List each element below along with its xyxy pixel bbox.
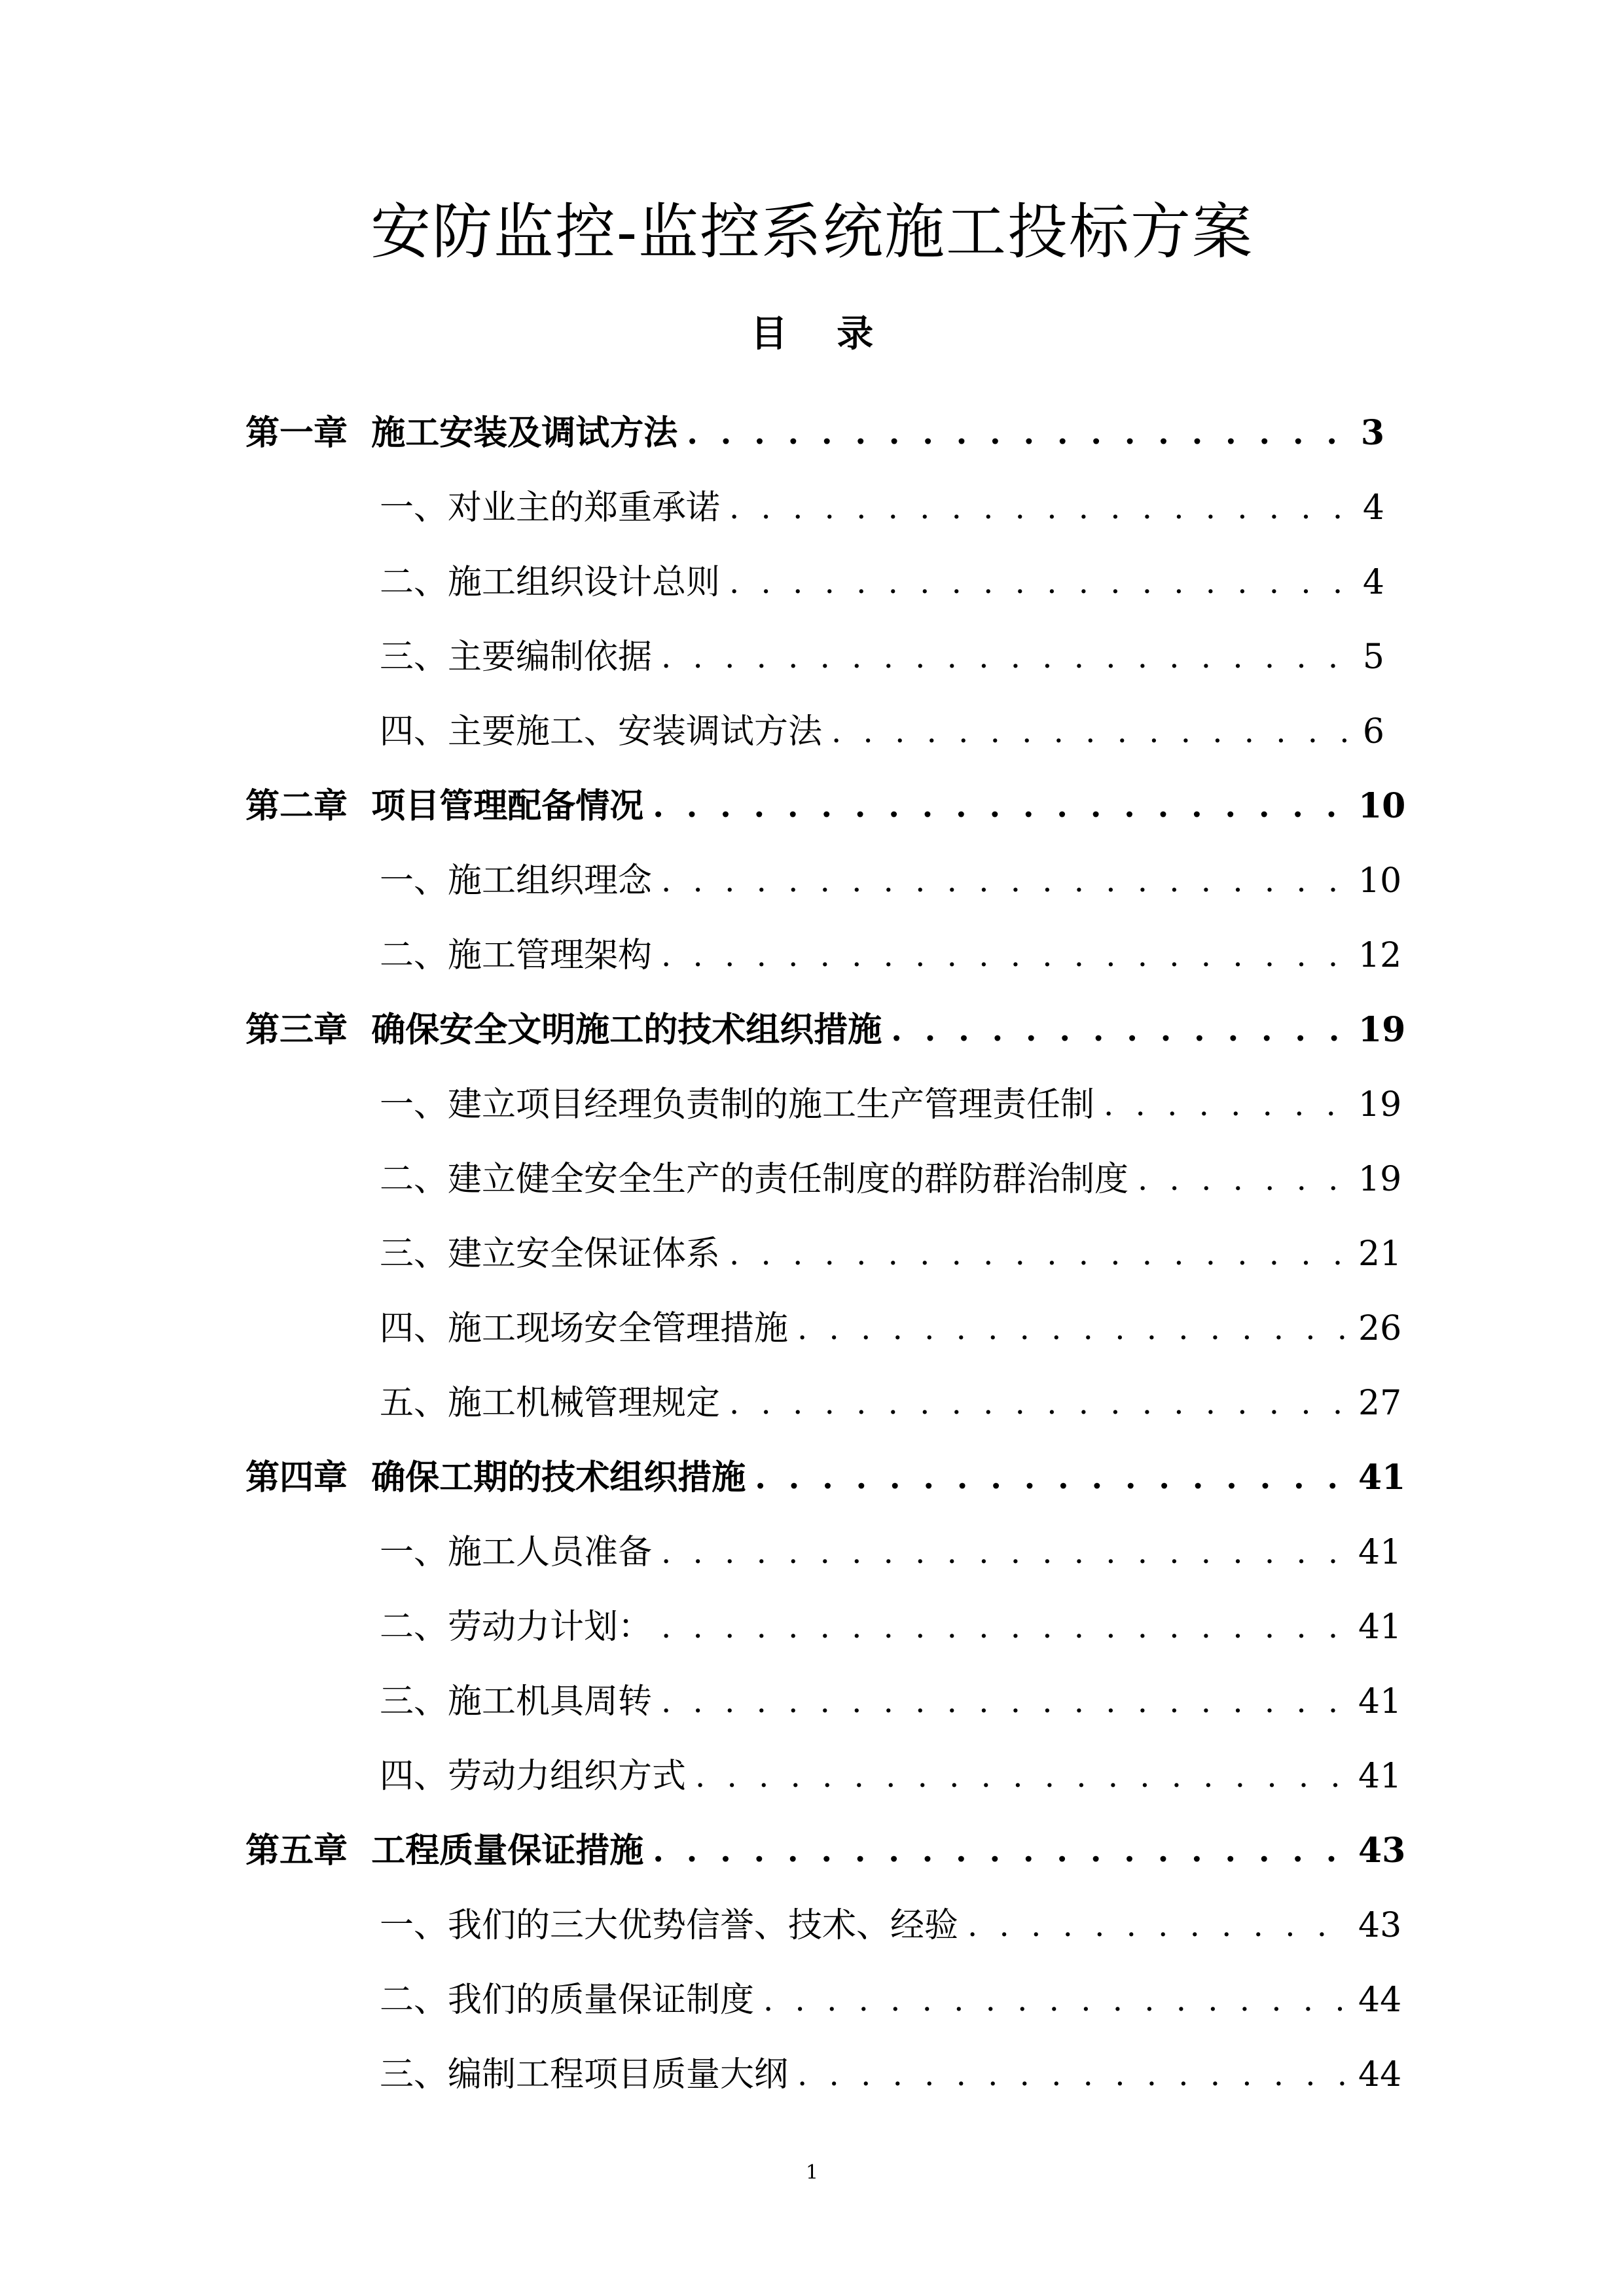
toc-entry-number: 三、 — [380, 637, 448, 677]
toc-dot-leader — [661, 1530, 1349, 1575]
toc-entry-page: 12 — [1358, 936, 1402, 975]
toc-entry-label: 主要施工、安装调试方法 — [448, 712, 823, 751]
toc-section-entry[interactable] — [0, 471, 1624, 545]
toc-entry-page: 10 — [1358, 786, 1406, 826]
toc-entry-label: 建立项目经理负责制的施工生产管理责任制 — [448, 1085, 1095, 1124]
toc-entry-number: 二、 — [380, 1607, 448, 1647]
toc-entry-number: 二、 — [380, 1160, 448, 1199]
toc-dot-leader — [661, 1604, 1349, 1650]
toc-entry-number: 二、 — [380, 1981, 448, 2020]
toc-entry-number: 一、 — [380, 861, 448, 901]
toc-section-entry[interactable] — [0, 1590, 1624, 1664]
toc-entry-number: 第二章 — [245, 786, 372, 826]
toc-entry-page: 6 — [1362, 712, 1384, 751]
toc-entry-label: 工程质量保证措施 — [371, 1831, 644, 1871]
toc-dot-leader — [729, 1380, 1349, 1426]
toc-entry-number: 三、 — [380, 2055, 448, 2094]
toc-entry-number: 四、 — [380, 1757, 448, 1796]
toc-entry-number: 一、 — [380, 1533, 448, 1572]
toc-section-entry[interactable] — [0, 1739, 1624, 1814]
toc-dot-leader — [797, 2052, 1349, 2098]
toc-entry-page: 26 — [1358, 1309, 1402, 1348]
toc-section-entry[interactable] — [0, 1291, 1624, 1366]
toc-entry-number: 三、 — [380, 1682, 448, 1721]
toc-section-entry[interactable] — [0, 2037, 1624, 2112]
toc-section-entry[interactable] — [0, 844, 1624, 918]
toc-entry-page: 41 — [1358, 1682, 1402, 1721]
toc-section-entry[interactable] — [0, 1515, 1624, 1590]
toc-entry-page: 41 — [1358, 1757, 1402, 1796]
toc-dot-leader — [661, 933, 1349, 978]
toc-entry-page: 4 — [1362, 563, 1384, 602]
toc-dot-leader — [695, 1753, 1349, 1799]
toc-entry-label: 劳动力组织方式 — [448, 1757, 687, 1796]
toc-entry-number: 四、 — [380, 712, 448, 751]
toc-entry-number: 二、 — [380, 936, 448, 975]
toc-entry-page: 41 — [1358, 1533, 1402, 1572]
toc-entry-label: 劳动力计划： — [448, 1607, 653, 1647]
toc-entry-number: 五、 — [380, 1384, 448, 1423]
toc-entry-label: 施工机具周转 — [448, 1682, 653, 1721]
toc-dot-leader — [1104, 1082, 1349, 1128]
toc-entry-label: 确保工期的技术组织措施 — [371, 1458, 746, 1498]
toc-entry-page: 44 — [1358, 1981, 1402, 2020]
toc-dot-leader — [1138, 1157, 1349, 1202]
toc-dot-leader — [653, 783, 1349, 829]
toc-entry-page: 21 — [1358, 1234, 1402, 1274]
toc-entry-number: 第四章 — [245, 1458, 372, 1498]
toc-entry-page: 27 — [1358, 1384, 1402, 1423]
toc-entry-page: 5 — [1362, 637, 1384, 677]
toc-chapter-entry[interactable] — [0, 993, 1624, 1067]
toc-entry-page: 43 — [1358, 1906, 1402, 1945]
toc-entry-label: 确保安全文明施工的技术组织措施 — [371, 1010, 882, 1050]
toc-entry-number: 三、 — [380, 1234, 448, 1274]
toc-section-entry[interactable] — [0, 1366, 1624, 1441]
toc-chapter-entry[interactable] — [0, 769, 1624, 844]
toc-entry-page: 19 — [1358, 1010, 1406, 1050]
toc-chapter-entry[interactable] — [0, 1814, 1624, 1888]
toc-entry-page: 19 — [1358, 1085, 1402, 1124]
toc-heading: 目 录 — [750, 312, 892, 355]
toc-chapter-entry[interactable] — [0, 1441, 1624, 1515]
toc-entry-page: 3 — [1360, 413, 1384, 453]
toc-entry-label: 建立安全保证体系 — [448, 1234, 721, 1274]
toc-section-entry[interactable] — [0, 620, 1624, 694]
toc-dot-leader — [831, 709, 1349, 755]
toc-dot-leader — [729, 1231, 1349, 1277]
toc-section-entry[interactable] — [0, 694, 1624, 769]
toc-entry-label: 项目管理配备情况 — [371, 786, 644, 826]
toc-dot-leader — [891, 1007, 1349, 1053]
toc-section-entry[interactable] — [0, 545, 1624, 620]
toc-section-entry[interactable] — [0, 1142, 1624, 1217]
page-number: 1 — [805, 2161, 819, 2184]
toc-entry-number: 四、 — [380, 1309, 448, 1348]
toc-entry-page: 10 — [1358, 861, 1402, 901]
toc-entry-label: 施工机械管理规定 — [448, 1384, 721, 1423]
toc-section-entry[interactable] — [0, 1963, 1624, 2037]
toc-entry-label: 施工人员准备 — [448, 1533, 653, 1572]
toc-entry-label: 编制工程项目质量大纲 — [448, 2055, 789, 2094]
toc-dot-leader — [967, 1903, 1349, 1948]
toc-entry-label: 我们的三大优势信誉、技术、经验 — [448, 1906, 959, 1945]
toc-dot-leader — [661, 634, 1349, 680]
toc-entry-label: 我们的质量保证制度 — [448, 1981, 755, 2020]
toc-dot-leader — [729, 485, 1349, 531]
toc-entry-number: 一、 — [380, 1906, 448, 1945]
toc-entry-number: 一、 — [380, 488, 448, 528]
toc-entry-page: 44 — [1358, 2055, 1402, 2094]
toc-entry-page: 4 — [1362, 488, 1384, 528]
toc-entry-label: 施工组织理念 — [448, 861, 653, 901]
toc-dot-leader — [729, 560, 1349, 605]
toc-entry-label: 主要编制依据 — [448, 637, 653, 677]
toc-dot-leader — [661, 858, 1349, 904]
toc-entry-page: 41 — [1358, 1458, 1406, 1498]
toc-entry-page: 19 — [1358, 1160, 1402, 1199]
toc-dot-leader — [763, 1977, 1349, 2023]
toc-entry-number: 一、 — [380, 1085, 448, 1124]
toc-entry-label: 施工安装及调试方法 — [371, 413, 678, 453]
toc-section-entry[interactable] — [0, 1067, 1624, 1142]
toc-section-entry[interactable] — [0, 1664, 1624, 1739]
toc-chapter-entry[interactable] — [0, 396, 1624, 471]
toc-entry-label: 对业主的郑重承诺 — [448, 488, 721, 528]
toc-entry-label: 施工现场安全管理措施 — [448, 1309, 789, 1348]
toc-entry-page: 41 — [1358, 1607, 1402, 1647]
toc-entry-number: 第三章 — [245, 1010, 372, 1050]
toc-entry-label: 施工管理架构 — [448, 936, 653, 975]
document-title: 安防监控-监控系统施工投标方案 — [370, 197, 1254, 267]
toc-entry-number: 第五章 — [245, 1831, 372, 1871]
toc-dot-leader — [653, 1828, 1349, 1874]
toc-dot-leader — [687, 410, 1349, 456]
toc-entry-label: 施工组织设计总则 — [448, 563, 721, 602]
toc-section-entry[interactable] — [0, 1217, 1624, 1291]
table-of-contents — [0, 396, 1624, 2112]
toc-section-entry[interactable] — [0, 1888, 1624, 1963]
toc-entry-label: 建立健全安全生产的责任制度的群防群治制度 — [448, 1160, 1129, 1199]
toc-entry-page: 43 — [1358, 1831, 1406, 1871]
toc-dot-leader — [797, 1306, 1349, 1352]
toc-dot-leader — [661, 1679, 1349, 1725]
toc-entry-number: 二、 — [380, 563, 448, 602]
toc-entry-number: 第一章 — [245, 413, 372, 453]
toc-section-entry[interactable] — [0, 918, 1624, 993]
toc-dot-leader — [755, 1455, 1349, 1501]
